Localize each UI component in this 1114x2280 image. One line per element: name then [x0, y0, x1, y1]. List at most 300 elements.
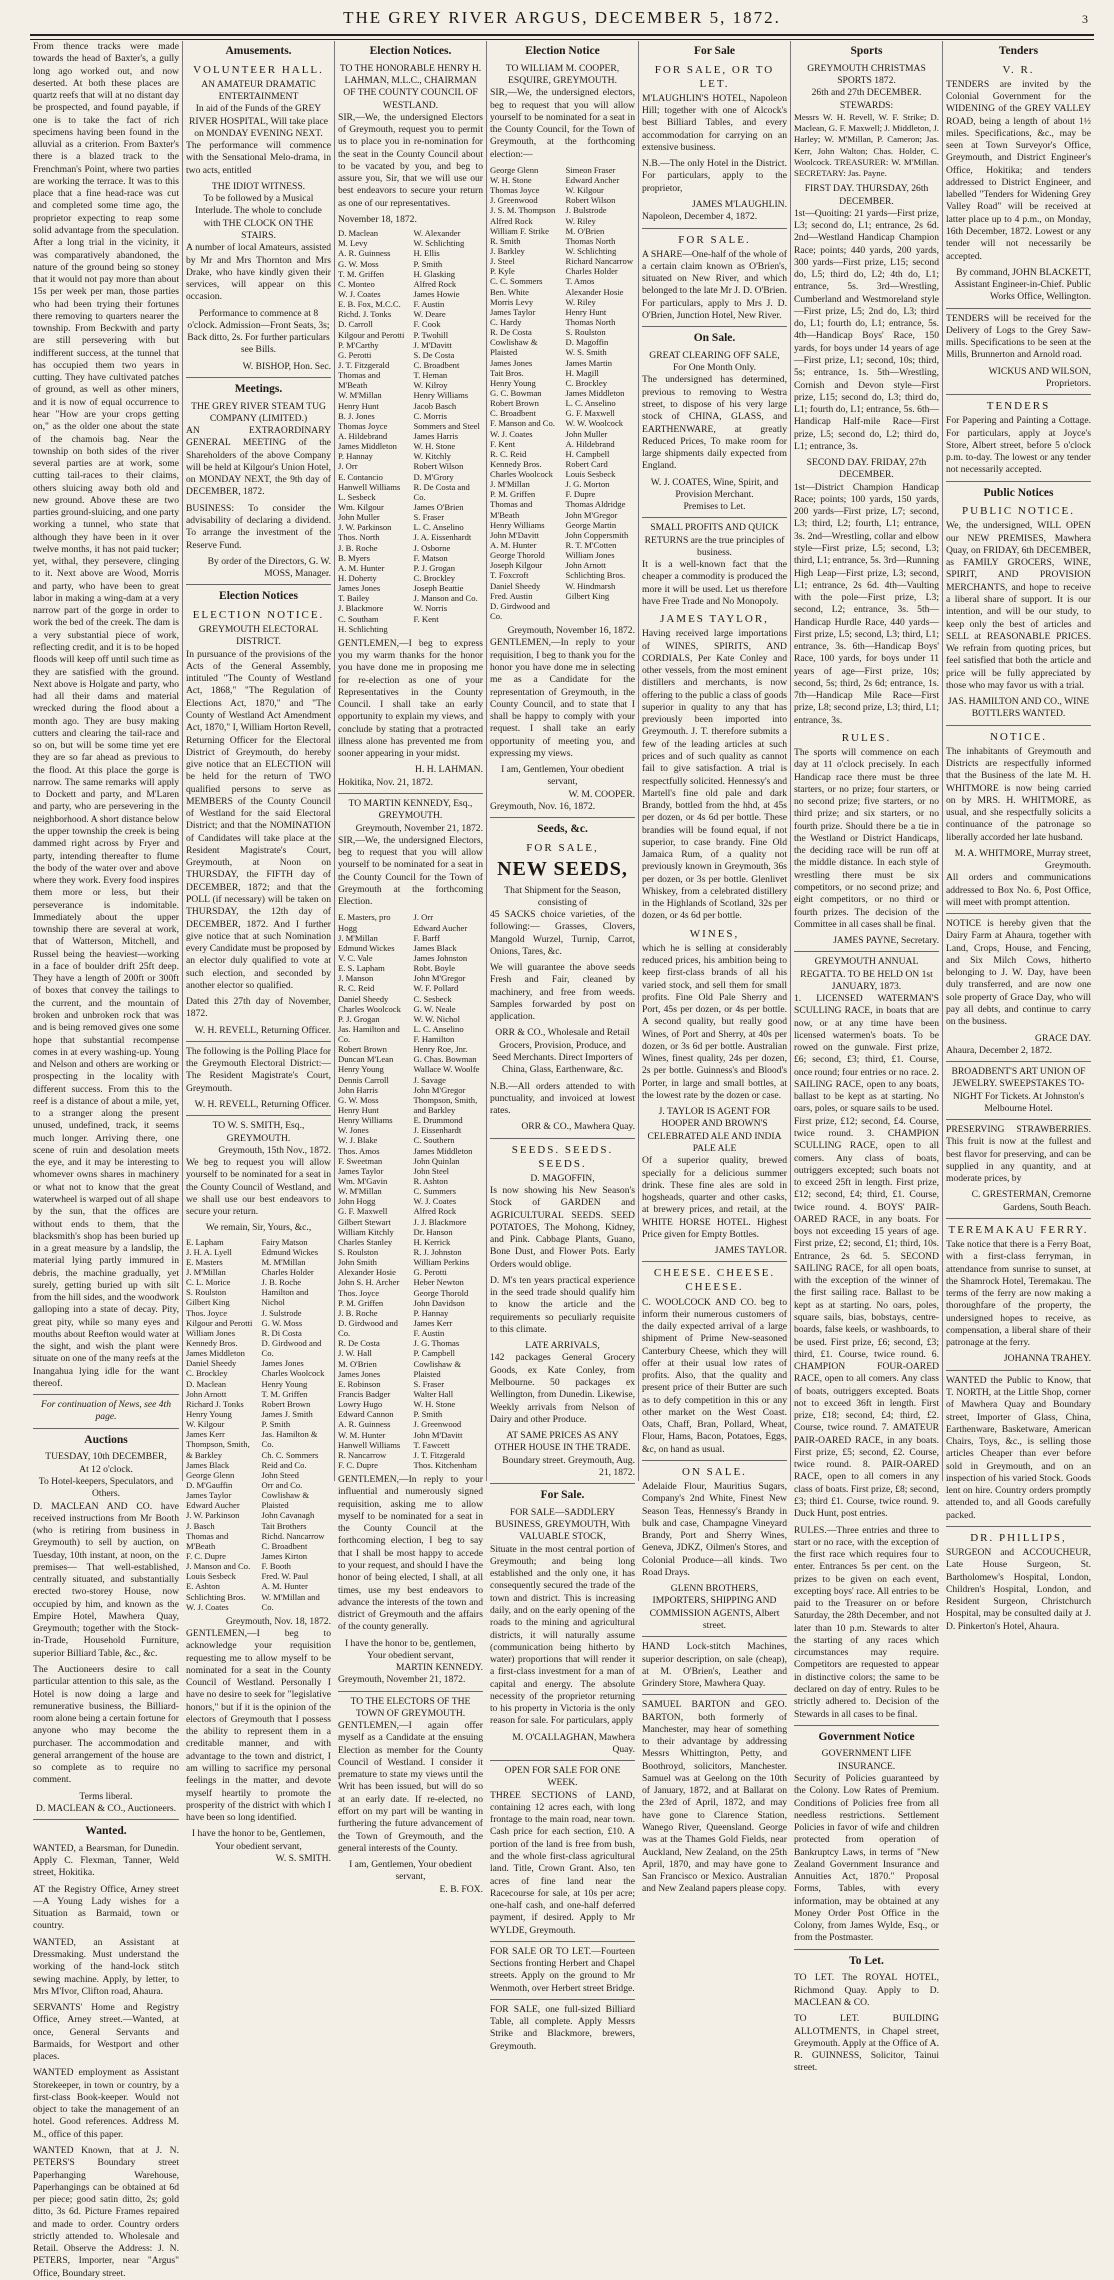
whitmore-note: All orders and communications addressed to Box No. 6, Post Office, will meet with prompt attention. — [946, 872, 1091, 908]
signatory-name: C. C. Sommers — [490, 276, 543, 287]
signatory-name: James Taylor — [186, 1490, 232, 1501]
divider — [946, 1526, 1091, 1527]
signatory-name: Henry Williams — [338, 1115, 393, 1126]
signatory-name: Robert Wilson — [413, 461, 464, 472]
signatory-list — [186, 1237, 331, 1612]
signatory-name: S. De Costa — [413, 349, 455, 360]
signatory-name: F. Barff — [413, 932, 440, 943]
wanted-ad: WANTED Known, that at J. N. PETERS'S Boundary street Paperhanging Warehouse, Paperhangings can be obtained at 6d per piece; good satin ditto, 2s; gold ditto, 3s 6d. Picture Frames repaired and made to order. Country orders strictly attended to. Wholesale and Retail. Observe the Address: J. N. PETERS, Importer, near "Argus" Office, Boundary street. — [33, 2145, 179, 2279]
election-heading: Election Notices — [219, 590, 298, 603]
signatory-name: W. J. Coates — [338, 289, 381, 300]
barton-notice: SAMUEL BARTON and GEO. BARTON, both formerly of Manchester, may hear of something to their advantage by addressing Messrs Whittington, Petty, and Boothroyd, solicitors, Manchester. Samuel was at Geelong on the 10th of January, 1872, and at Ballarat on the 23rd of April, 1872, and may have gone to Clarence Station, Wanego River, Queensland. George was at the Thames Gold Fields, near Auckland, New Zealand, on the 25th April, 1870, and may have gone to San Francisco or Mexico. Australian and New Zealand papers please copy. — [642, 1699, 787, 1895]
signatory-name: B. Myers — [338, 552, 370, 563]
column-2 — [182, 41, 334, 1864]
requisition-date: Greymouth, November 21, 1872. — [355, 822, 483, 834]
hotel-sale-sign: JAMES M'LAUGHLIN. — [691, 199, 787, 210]
divider — [642, 1261, 787, 1262]
signatory-name: Francis Badger — [338, 1388, 391, 1399]
requisition-body: SIR,—We, the undersigned electors, beg to request that you will allow yourself to be nominated for a seat in the County Council, for the Town of Greymouth, at the forthcoming election:— — [490, 87, 635, 160]
signatory-name: P. Smith — [413, 258, 443, 269]
signatory-name: A. M. Hunter — [338, 562, 385, 573]
signatory-name: Tait Brothers — [261, 1520, 307, 1531]
divider — [490, 1999, 635, 2000]
signatory-name: J. Blackmore — [338, 603, 384, 614]
signatory-name: J. T. Fitzgerald — [413, 1449, 465, 1460]
auction-body-2: The Auctioneers desire to call particular attention to this sale, as the Hotel is now doing a large and remunerative business, the Billiard-room alone being a certain fortune for anyone who may become the purchaser. The accommodation and general arrangement of the house are so complete as to require no comment. — [33, 1663, 179, 1786]
signatory-name: R. J. Johnston — [413, 1247, 462, 1258]
signatory-name: John Davidson — [413, 1297, 465, 1308]
signatory-name: R. Smith — [490, 235, 521, 246]
requisition-date: Greymouth, 15th Nov., 1872. — [218, 1144, 331, 1156]
meetings-heading: Meetings. — [234, 382, 283, 395]
signatory-name: R. De Costa — [338, 1338, 380, 1349]
signatory-name: W. M'Millan — [338, 1186, 382, 1197]
signatory-name: E. Robinson — [338, 1378, 381, 1389]
seeds-body: We will guarantee the above seeds Fresh and Fair, cleaned by machinery, and free from weeds. Samples forwarded by post on application. — [490, 962, 635, 1023]
divider — [186, 377, 331, 378]
strawberries-ad: PRESERVING STRAWBERRIES. This fruit is now at the fullest and best flavor for preserving, and can be supplied in any quantity, and at moderate prices, by — [946, 1124, 1091, 1185]
signatory-name: Fred. Austin — [490, 590, 533, 601]
cheese-title: CHEESE. CHEESE. CHEESE. — [653, 1267, 776, 1294]
wines-title: WINES, — [689, 927, 740, 940]
requisition-place: Greymouth, November 16, 1872. — [507, 625, 635, 637]
saddlery-sign: M. O'CALLAGHAN, Mawhera Quay. — [512, 1731, 635, 1755]
signatory-name: James Black — [413, 942, 457, 953]
column-7 — [942, 41, 1094, 1632]
signatory-name: R. De Costa — [490, 327, 532, 338]
sewing-machines-ad: HAND Lock-stitch Machines, superior description, on sale (cheap), at M. O'Brien's, Leather and Grindery Store, Mawhera Quay. — [642, 1641, 787, 1690]
signatory-name: P. M'Carthy — [338, 339, 379, 350]
signatory-name: G. W. Neale — [413, 1003, 456, 1014]
signatory-name: J. B. Roche — [338, 1307, 378, 1318]
signatory-name: F. Kent — [490, 438, 516, 449]
dairy-farm-notice: NOTICE is hereby given that the Dairy Farm at Ahaura, together with Land, Crops, House, and Fencing, and Six Milch Cows, hitherto belonging to J. W. Day, have been duly transferred, and are now one sole property of Grace Day, who will pay all debts, and continue to carry on the business. — [946, 918, 1091, 1028]
signatory-name: H. Glasking — [413, 268, 456, 279]
signatory-name: J. W. Hall — [338, 1348, 372, 1359]
signatory-name: Charles Woolcock — [338, 1003, 401, 1014]
auction-body: D. MACLEAN AND CO. have received instructions from Mr Booth (who is retiring from business in Greymouth) to sell by auction, on Tuesday, 10th instant, at noon, on the premises— That well-established, centrally situated, and substantially erected two-storey House, now occupied by him, and known as the Empire Hotel, Mawhera Quay, Greymouth; together with the Stock-in-Trade, Household Furniture, superior Billiard Table, &c., &c. — [33, 1500, 179, 1659]
signatory-name: J. G. Thomas — [413, 1338, 460, 1349]
life-insurance-body: Security of Policies guaranteed by the Colony. Low Rates of Premium. Conditions of Policies free from all needless restrictions. Settlement Policies in favor of wife and children protected from operation of Bankruptcy Laws, in terms of "New Zealand Government Insurance and Annuities Act, 1870." Proposal Forms, Tables, with every information, may be obtained at any Money Order Post Office in the Colony, from James Wylde, Esq., or from the Postmaster. — [794, 1773, 939, 1944]
signatory-name: Henry Young — [186, 1409, 232, 1420]
signatory-name: J. M'Millan — [186, 1267, 226, 1278]
divider — [490, 1760, 635, 1761]
signatory-name: J. B. Roche — [338, 542, 378, 553]
columns — [30, 41, 1094, 2279]
public-notices-heading: Public Notices — [983, 486, 1054, 499]
signatory-name: John Quinlan — [413, 1155, 460, 1166]
electoral-district: GREYMOUTH ELECTORAL DISTRICT. — [198, 624, 319, 648]
signatory-name: A. Hildebrand — [338, 430, 388, 441]
signatory-name: A. R. Guinness — [338, 1419, 391, 1430]
public-notice-body: We, the undersigned, WILL OPEN our NEW PREMISES, Mawhera Quay, on FRIDAY, 6th DECEMBER, as FAMILY GROCERS, WINE, SPIRIT, AND PROVISION MERCHANTS, and hope to receive a liberal share of support. It is our intention, and will be our study, to keep only the best of articles and SELL at REASONABLE PRICES. We refrain from quoting prices, but feel satisfied that both the article and price will be fully appreciated by those who may favor us with a trial. — [946, 520, 1091, 691]
sports-heading: Sports — [850, 45, 883, 57]
signatory-name: Thos. Joyce — [186, 1307, 228, 1318]
signatory-name: George Martin — [565, 519, 617, 530]
column-3 — [334, 41, 486, 1895]
seeds-subtitle: That Shipment for the Season, consisting of — [504, 884, 621, 908]
signatory-name: W. Riley — [565, 296, 596, 307]
signatory-name: John M'Gregor — [413, 973, 466, 984]
wanted-ad: SERVANTS' Home and Registry Office, Arney street.—Wanted, at once, General Servants and Barmaids, for Westport and other places. — [33, 2002, 179, 2063]
dairy-farm-date: Ahaura, December 2, 1872. — [946, 1044, 1053, 1056]
reply-sign: MARTIN KENNEDY. — [395, 1662, 483, 1674]
signatory-name: D. Maclean — [186, 1378, 227, 1389]
signatory-name: F. Dupre — [565, 489, 596, 500]
signatory-name: J. Sulstrode — [261, 1307, 302, 1318]
signatory-name: James Taylor — [490, 306, 536, 317]
signatory-name: R. De Costa and Co. — [413, 481, 470, 502]
news-article: From thence tracks were made towards the head of Baxter's, a gully long ago worked out, and now deserted. At both these places are quartz reefs that will at no distant day be prospected, and found payable, if one is to take the fact of rich specimens having been found in the alluvial as a criterion. From Baxter's there is a blazed track to the Frenchman's Point, where two parties are working the terrace. It was to this place that a fine head-race was cut and completed some time ago, the proprietor expecting to reap some solid advantage from the speculation. After a long trial in the vicinity, it was comparatively abandoned, the nature of the ground being so stoney that it would not pay more than about 15s per week per man, those parties who had been trying their fortunes there removing to quarters nearer the township. From Beckwith and party are still persevering with but indifferent success, at the tunnel that has occupied them two years in cutting. They have cultivated patches of ground, as well as other miners, and it is now of equal occurrence to hear "How are your crops getting on," as the older one about the state of the chamois bag. Near the township on both sides of the river several parties are at work, some cutting tail-races to their claims, others sluicing away both old and new ground. Above these are two parties ground-sluicing, and one party working a tunnel, who state that although they have been in it over twelve months, it has not paid tucker; yet, withal, they persevere, clinging to it. Next above are Wood, Morris and party, who have been to great labor in making a wing-dam at a very narrow part of the gorge in order to work the bed of the creek. The dam is a very substantial piece of work, reflecting credit, and it is to be hoped floods will keep off until such time as they are satisfied with the ground. Next above is Holgate and party, who had all their dams and material wrecked during the flood about a month ago. They are busy making cutters and clearing the tail-race and so on, but will be some time yet ere they are so far ahead as previous to the flood. At this place the gorge is narrow. The same remarks will apply to Dockett and party, and M'Laren and party, who are persevering in the neighborhood. A short distance below the upper township the creek is being dammed right across by Fryer and party, intending thereafter to flume the body of the water over and above where they work. Every food inspires them more or less, but their perseverance is indomitable. Immediately about the upper township there are several at work, that of Watterson, Mitchell, and Russel being the heaviest—working in a face of boulder drift 25ft deep. They have a length of 200ft or 300ft of boxes that convey the tailings to the current, and the mountain of broken and unbroken rock that was and is being removed gives one some hope that substantial recompense comes in at every washing-up. Young and Nelson and others are working or prospecting in the locality with different success. From this to the reef is a distance of about a mile, yet, to a stranger along the present unused, undefined, track, it seems much longer. Arriving there, one scene of ruin and desolation meets the eye, and it may be interesting to whomever owns shares in machinery or what not to know that the great waterwheel is warped out of all shape by the sun, that the offices are without ends to them, that the blacksmith's shop has been buried up in a great measure by a landslip, the material lying partly immured in debris, the machine gradually, yet surely, getting buried up with silt from the hill sides, and the woodwork galloping into a state of decay. Pity, great pity, while so many eyes and mouths about Reefton would water at the sight, and wish the plant were situate on one of the many reefs at the Inangahua lying idle for the want thereof. — [33, 41, 179, 1389]
play-title: THE IDIOT WITNESS. — [211, 180, 306, 192]
signatory-name: Lowry Hugo — [338, 1399, 383, 1410]
signatory-name: C. Broadbent — [490, 408, 536, 419]
logs-tender: TENDERS will be received for the Delivery of Logs to the Grey Saw-mills. Specifications to be seen at the Mills, Brunnerton and Arnold road. — [946, 312, 1091, 361]
signatory-name: Gilbert Stewart — [338, 1216, 391, 1227]
signatory-name: H. Campbell — [565, 448, 610, 459]
signatory-name: J. S. M. Thompson — [490, 205, 556, 216]
signatory-name: W. Riley — [565, 215, 596, 226]
signatory-name: E. Contancio — [338, 471, 383, 482]
signatory-name: Alexander Hosie — [565, 286, 624, 297]
signatory-name: J. Greenwood — [413, 1419, 462, 1430]
signatory-name: H. Doherty — [338, 572, 377, 583]
signatory-name: C. Broadbent — [261, 1540, 308, 1551]
signatory-name: Charles Holder — [565, 266, 618, 277]
signatory-name: F. Austin — [413, 1328, 445, 1339]
divider — [946, 1061, 1091, 1062]
auctioneers-sign: D. MACLEAN & CO., Auctioneers. — [35, 1802, 177, 1814]
divider — [642, 517, 787, 518]
signatory-name: James Kerr — [413, 1318, 453, 1328]
divider — [946, 1370, 1091, 1371]
signatory-name: J. Greenwood — [490, 195, 538, 206]
divider — [186, 1041, 331, 1042]
signatory-name: S. Fraser — [413, 512, 445, 523]
signatory-name: W. W. Nichol — [413, 1013, 460, 1024]
signatory-name: Robert Brown — [338, 1044, 387, 1055]
reply-place: Hokitika, Nov. 21, 1872. — [338, 776, 434, 788]
signatory-name: W. Deare — [413, 309, 446, 320]
signatory-name: James Taylor — [338, 1165, 384, 1176]
signatory-list — [338, 912, 483, 1470]
signatory-name: Thompson, Smith, & Barkley — [186, 1439, 250, 1460]
signatory-name: M. Levy — [338, 238, 368, 249]
signatory-name: G. W. Moss — [338, 1094, 379, 1105]
signatory-name: W. Kilgour — [565, 185, 604, 196]
seeds-nb: N.B.—All orders attended to with punctuality, and invoiced at lowest rates. — [490, 1080, 635, 1117]
signatory-name: Dennis Carroll — [338, 1074, 389, 1085]
masthead-rule — [30, 34, 1094, 40]
auction-time: At 12 o'clock. — [79, 1463, 133, 1475]
signatory-name: W. J. Coates — [413, 1196, 457, 1207]
tug-meeting-body: AN EXTRAORDINARY GENERAL MEETING of the Shareholders of the above Company will be held at Kilgour's Union Hotel, on MONDAY NEXT, the 9th day of DECEMBER, 1872. — [186, 425, 331, 498]
entertainment-body: The performance will commence with the Sensational Melo-drama, in two acts, entitled — [186, 140, 331, 176]
seeds-heading: Seeds, &c. — [537, 823, 588, 836]
signatory-name: H. Magill — [565, 367, 599, 378]
saddlery-body: Situate in the most central portion of Greymouth; and being long established and the only one, it has consequently secured the trade of the town and district. This is increasing daily, and on the early opening of the roads to the mining and agricultural districts, it will naturally assume (communication being hitherto by water) proportions that will render it a first-class investment for a man of capital and energy. The absolute necessity of the proprietor returning to his property in Victoria is the only reason for sale. For particulars, apply — [490, 1543, 635, 1727]
divider — [490, 817, 635, 818]
signatory-name: Edmund Wickes — [338, 942, 395, 953]
signatory-name: Thos. Amos — [338, 1145, 380, 1156]
reply-body: GENTLEMEN,—In reply to your influential and numerously signed requisition, asking me to allow myself to be nominated for a seat in the County Council at the forthcoming election, I beg to say that I shall be most happy to accede to your request, and should I have the honor of being elected, I shall, at all times, use my best endeavors to advance the interests of the town and district of Greymouth and the affairs of the county generally. — [338, 1474, 483, 1633]
signatory-name: Henry Hunt — [338, 400, 379, 411]
signatory-name: T. M. Griffen — [261, 1388, 308, 1399]
signatory-name: W. Norris — [413, 603, 448, 614]
signatory-name: Cowlishaw & Plaisted — [261, 1490, 310, 1511]
page-number: 3 — [1082, 12, 1088, 26]
divider — [946, 394, 1091, 395]
signatory-name: James Middleton — [186, 1348, 245, 1359]
signatory-name: Schlichting Bros. — [565, 570, 626, 581]
signatory-name: Robt. Boyle — [413, 963, 456, 974]
cheese-body: C. WOOLCOCK AND CO. beg to inform their numerous customers of the daily expected arrival of a large shipment of Prime New-seasoned Canterbury Cheese, which they will offer at their usual low rates of profits. Also, that the quality and present price of their Butter are such as to defy competition in this or any other market on the West Coast. Oats, Chaff, Bran, Pollard, Wheat, Flour, Hams, Bacon, Potatoes, Eggs, &c, on hand as usual. — [642, 1296, 787, 1455]
signatory-name: George Glenn — [186, 1469, 235, 1480]
regatta-title: GREYMOUTH ANNUAL REGATTA. TO BE HELD ON 1st JANUARY, 1873. — [800, 956, 933, 992]
signatory-name: Henry Young — [490, 377, 536, 388]
signatory-name: W. J. Coates — [186, 1601, 229, 1612]
signatory-name: Walter Hall — [413, 1388, 454, 1399]
reply-body: GENTLEMEN,—I beg to acknowledge your requisition requesting me to allow myself to be nominated for a seat in the County Council of Westland. Personally I have no desire to seek for "legislative honors," but if it is the opinion of the electors of Greymouth that I possess the ability to represent them in a creditable manner, and with advantage to the town and district, I am willing to sacrifice my personal feelings in the matter, and devote myself heartily to promote the prosperity of the district with which I have been so long identified. — [186, 1628, 331, 1824]
painting-tender-body: For Papering and Painting a Cottage. For particulars, apply at Joyce's Store, Albert street, before 5 o'clock p.m. to-day. The lowest or any tender not necessarily accepted. — [946, 415, 1091, 476]
on-sale-heading: On Sale. — [693, 332, 736, 345]
requisition-body: We beg to request you will allow yourself to be nominated for a seat in the County Council of Westland, and we shall use our best endeavors to secure your return. — [186, 1157, 331, 1218]
signatory-name: Thomas North — [565, 235, 616, 246]
signatory-name: William Jones — [186, 1327, 236, 1338]
column-5 — [638, 41, 790, 1895]
signatory-name: P. Campbell — [413, 1348, 456, 1359]
signatory-name: J. Steel — [490, 256, 515, 267]
signatory-name: F. Austin — [413, 299, 445, 310]
arrivals-title: LATE ARRIVALS, — [525, 1340, 600, 1352]
signatory-name: Richd. Nancarrow — [261, 1530, 325, 1541]
signatory-list — [338, 228, 483, 634]
christmas-sports-title: GREYMOUTH CHRISTMAS SPORTS 1872. — [807, 62, 926, 86]
on-sale-body: Adelaide Flour, Mauritius Sugars, Company's 2nd White, Finest New Season Teas, Hennessy's Brandy in bulk and case, Champagne Vineyard Brandy, Port and Sherry Wines, Geneva, JDKZ, Oilmen's Stores, and Colonial Produce—all kinds. Two Road Drays. — [642, 1481, 787, 1578]
signatory-name: L. C. Anselino — [413, 522, 464, 533]
signatory-name: C. Sesbeck — [413, 993, 452, 1004]
election-notice-body: In pursuance of the provisions of the Acts of the General Assembly, intituled "The County of Westland Act, 1868," "The Regulation of Elections Act, 1870," and "The County of Westland Act Amendment Act, 1870," I, William Horton Revell, Returning Officer for the Electoral District of Greymouth, do hereby give notice that an ELECTION will be held for the return of TWO qualified persons to serve as MEMBERS of the County Council of Westland for the said Electoral District; and that the NOMINATION of Candidates will take place at the Resident Magistrate's Court, Greymouth, at Noon on THURSDAY, the FIFTH day of DECEMBER, 1872; and that the POLL (if necessary) will be taken on THURSDAY, the 12th day of DECEMBER, 1872. And I further give notice that at such Nomination every Candidate must be proposed by an elector duly qualified to vote at such election, and seconded by another elector so qualified. — [186, 648, 331, 991]
signatory-name: James Kerr — [186, 1429, 225, 1440]
signatory-name: Kennedy Bros. — [186, 1338, 238, 1349]
rules-body: The sports will commence on each day at 11 o'clock precisely. In each Handicap race there must be three starters, or no prize; four starters, or no second prize; five starters, or no third prize; and six starters, or no fourth prize. Should there be a tie in the Westland or District Handicaps, the deciding race will be run off at the middle distance. In each style of wrestling there must be six competitors, or no second prize; and eight competitors, or no third or fourth prizes. The decision of the Committee in all cases shall be final. — [794, 747, 939, 930]
signatory-name: Thomas and M'Beath — [186, 1530, 229, 1551]
signatory-name: Duncan M'Lean — [338, 1054, 394, 1065]
divider — [642, 326, 787, 327]
signatory-name: D. M'Gauffin — [186, 1480, 233, 1490]
small-profits-title: SMALL PROFITS AND QUICK RETURNS are the true principles of business. — [644, 522, 785, 558]
signatory-name: William Kitchly — [338, 1226, 394, 1237]
signatory-name: James Jones — [338, 1368, 381, 1379]
signatory-name: T. Amos — [565, 276, 595, 287]
rules-sign: JAMES PAYNE, Secretary. — [833, 935, 939, 947]
signatory-name: Thomas Joyce — [490, 185, 540, 196]
to-let-allotments: TO LET. BUILDING ALLOTMENTS, in Chapel street, Greymouth. Apply at the Office of A. R. GUINNESS, Solicitor, Tainui street. — [794, 2013, 939, 2074]
signatory-name: Hamilton and Nichol — [261, 1287, 309, 1308]
signatory-name: John Smith — [338, 1257, 377, 1268]
signatory-name: Charles Stanley — [338, 1236, 393, 1247]
seeds-merchant: ORR & CO., Wholesale and Retail Grocers, Provision, Produce, and Seed Merchants. Direct Importers of China, Glass, Earthenware, &c. — [492, 1027, 633, 1076]
divider — [33, 1394, 179, 1395]
reply-close: I have the honor to be, Gentlemen, Your obedient servant, — [191, 1828, 326, 1852]
art-union-ad: BROADBENT'S ART UNION OF JEWELRY. SWEEPSTAKES TO-NIGHT For Tickets. At Johnston's Melbourne Hotel. — [951, 1066, 1086, 1114]
divider — [794, 1949, 939, 1950]
signatory-name: Robert Brown — [261, 1398, 311, 1409]
divider — [338, 793, 483, 794]
painting-tender-title: TENDERS — [986, 400, 1051, 413]
signatory-name: A. Hildebrand — [565, 438, 615, 449]
entertainment-aid: In aid of the Funds of the GREY RIVER HOSPITAL, Will take place on MONDAY EVENING NEXT. — [188, 103, 329, 139]
billiard-table-sale: FOR SALE, one full-sized Billiard Table, all complete. Apply Messrs Strike and Blackmore, brewers, Greymouth. — [490, 2003, 635, 2052]
small-profits-body: It is a well-known fact that the cheaper a commodity is produced the more it will be used. Let us therefore have Free Trade and No Monopoly. — [642, 559, 787, 607]
ferry-body: Take notice that there is a Ferry Boat, with a first-class ferryman, in attendance from sunrise to sunset, at the Shamrock Hotel, Teremakau. The terms of the ferry are now making a thoroughfare of the property, the undersigned hopes to receive, as compensation, a liberal share of their patronage at the ferry. — [946, 1239, 1091, 1349]
signatory-name: George Thorold — [490, 550, 545, 561]
road-tender-sign: By command, JOHN BLACKETT, Assistant Engineer-in-Chief. Public Works Office, Wellington. — [954, 266, 1091, 303]
signatory-name: John Arnott — [186, 1388, 227, 1399]
signatory-name: Gilbert King — [186, 1297, 230, 1308]
signatory-name: Cowlishaw & Plaisted — [413, 1358, 462, 1379]
signatory-name: J. Manson and Co. — [413, 593, 478, 604]
signatory-name: A. R. Guinness — [338, 248, 391, 259]
divider — [642, 228, 787, 229]
second-day-events: 1st—District Champion Handicap Race; points; 100 yards, 150 yards, 200 yards—First prize, L7; second, L3; third, L2; fourth, L1; entrance, 3s. 2nd—Wrestling, collar and elbow style—First prize, L5; second, L3; third, L1; entrance, 5s. 3rd—Running High Leap—First prize, L3; second, L1; entrance, 2s 6d. 4th—Vaulting with the pole—First prize, L3; second, L2; entrance, 3s. 5th—Handicap Hurdle Race, 440 yards—First prize, L5; second, L3; third, L1; entrance, 3s. 6th—Handicap Boys' Race, 100 yards, for boys under 11 years of age—First prize, 10s; second, 5s; third, 2s 6d; entrance, 1s. 7th—Handicap Mile Race—First prize, L8; second prize, L3; third, L1; entrance, 3s. — [794, 481, 939, 726]
signatory-name: H. Ellis — [413, 248, 440, 259]
signatory-name: R. Nancarrow — [338, 1449, 387, 1460]
for-sale-heading: For Sale — [694, 45, 735, 57]
signatory-name: Joseph Kilgour — [490, 560, 543, 571]
to-let-heading: To Let. — [849, 1954, 884, 1967]
signatory-name: P. Smith — [261, 1419, 291, 1430]
signatory-name: Louis Sesbeck — [565, 469, 616, 480]
signatory-name: E. B. Fox, M.C.C. — [338, 299, 401, 310]
public-notice-sign: JAS. HAMILTON AND CO., WINE BOTTLERS WANTED. — [947, 696, 1090, 720]
rules-heading: RULES. — [841, 731, 892, 744]
arrivals-body: 142 packages General Grocery Goods, ex Kate Conley, from Melbourne. 50 packages ex Wellington, from Dunedin. Likewise, Weekly arrivals from Nelson of Dairy and other Produce. — [490, 1352, 635, 1425]
royal-cipher: V. R. — [1002, 63, 1035, 76]
wanted-heading: Wanted. — [85, 1825, 127, 1838]
tug-company-title: THE GREY RIVER STEAM TUG COMPANY (LIMITED.) — [191, 400, 326, 424]
wanted-ad: AT the Registry Office, Arney street—A Young Lady wishes for a Situation as Barmaid, town or country. — [33, 1883, 179, 1932]
signatory-name: James Howie — [413, 289, 460, 300]
divider — [490, 1483, 635, 1484]
election-notice-title: ELECTION NOTICE. — [192, 609, 325, 622]
signatory-name: C. Brockley — [565, 377, 608, 388]
signatory-name: J. M'Millan — [338, 932, 378, 943]
signatory-name: Simeon Fraser — [565, 164, 616, 175]
seeds2-body: Is now showing his New Season's Stock of GARDEN and AGRICULTURAL SEEDS. SEED POTATOES, The Mohong, Kidney, and Pink. Cabbage Plants, Guano, Bone Dust, and Flower Pots. Early Orders would oblige. — [490, 1185, 635, 1270]
land-sale-body: THREE SECTIONS of LAND, containing 12 acres each, with long frontage to the main road, near town. Cash price for each section, £10. A portion of the land is free from bush, and the whole first-class agricultural land. Title, Crown Grant. Also, ten acres of fine land near the Racecourse for sale, at 10s per acre; one-half cash, and one-half deferred payment, if desired. Apply to Mr WYLDE, Greymouth. — [490, 1789, 635, 1936]
signatory-name: E. Masters — [186, 1256, 223, 1267]
signatory-name: W. F. Pollard — [413, 983, 459, 994]
secretary-sign: W. BISHOP, Hon. Sec. — [242, 360, 331, 372]
signatory-name: Henry Hunt — [565, 306, 607, 317]
signatory-name: Daniel Sheedy — [338, 993, 389, 1004]
signatory-name: W. Kitchly — [413, 451, 451, 462]
signatory-name: D. Girdwood and Co. — [490, 600, 550, 622]
signatory-name: C. Hardy — [490, 316, 522, 327]
signatory-name: J. Osborne — [413, 542, 451, 553]
reply-close: I am, Gentlemen, Your obedient servant, — [501, 764, 624, 788]
signatory-name: Henry Williams — [413, 390, 469, 401]
signatory-name: Richard Nancarrow — [565, 256, 634, 267]
signatory-name: Daniel Sheedy — [186, 1358, 237, 1369]
signatory-name: John M'Gregor — [413, 1084, 466, 1095]
signatory-name: G. W. Moss — [261, 1317, 303, 1328]
signatory-name: George Glenn — [490, 164, 539, 175]
signatory-name: C. Broadbent — [413, 360, 460, 370]
signatory-name: John Arnott — [565, 560, 606, 571]
signatory-name: Fairy Matson — [261, 1236, 308, 1247]
signatory-name: Reid and Co. — [261, 1459, 307, 1470]
logs-tender-sign: WICKUS AND WILSON, Proprietors. — [988, 365, 1091, 389]
notice-title: NOTICE. — [989, 730, 1048, 743]
signatory-name: Charles Holder — [261, 1267, 314, 1278]
signatory-name: Edward Ancher — [565, 174, 620, 185]
signatory-name: John Coppersmith — [565, 529, 629, 540]
signatory-name: P. Kyle — [490, 266, 515, 277]
signatory-name: Cowlishaw & Plaisted — [490, 337, 538, 358]
signatory-name: Thomas and M'Beath — [490, 499, 533, 520]
signatory-name: P. J. Grogan — [338, 1013, 380, 1024]
signatory-name: John Muller — [565, 428, 608, 439]
signatory-name: E. Masters, pro Hogg — [338, 912, 391, 933]
signatory-name: Orr and Co. — [261, 1480, 303, 1490]
signatory-name: J. B. Roche — [261, 1277, 302, 1288]
signatory-name: John Harris — [338, 1084, 378, 1095]
hotel-sale-body: M'LAUGHLIN'S HOTEL, Napoleon Hill; together with one of Alcock's best Billiard Tables, and every accommodation for carrying on an extensive business. — [642, 92, 787, 153]
signatory-name: H. Kerrick — [413, 1236, 451, 1247]
signatory-name: Wm. M'Gavin — [338, 1176, 388, 1187]
signatory-name: W. Kilroy — [413, 380, 448, 391]
signatory-name: W. Kilgour — [186, 1419, 225, 1430]
wanted-ad: WANTED, an Assistant at Dressmaking. Must understand the working of the hand-lock stitch sewing machine. Apply, by letter, to Mrs M'Ivor, Clifton road, Ahaura. — [33, 1936, 179, 1997]
signatory-name: S. Roulston — [186, 1287, 227, 1298]
signatory-name: C. Brockley — [186, 1368, 228, 1379]
divider — [946, 725, 1091, 726]
signatory-name: F. Hamilton — [413, 1034, 455, 1045]
signatory-name: Robert Card — [565, 458, 608, 469]
on-sale-sign: GLENN BROTHERS, IMPORTERS, SHIPPING AND COMMISSION AGENTS, Albert street. — [649, 1583, 780, 1632]
signatory-name: P. Hannay — [413, 1307, 449, 1318]
auction-audience: To Hotel-keepers, Speculators, and Others. — [38, 1476, 174, 1500]
reply-date: Greymouth, Nov. 16, 1872. — [490, 800, 596, 812]
signatory-name: G. F. Maxwell — [338, 1206, 388, 1217]
reply-sign: H. H. LAHMAN. — [415, 764, 483, 776]
signatory-name: S. Roulston — [338, 1247, 379, 1258]
signatory-name: Edward Aucher — [186, 1500, 240, 1511]
signatory-name: C. Monteo — [338, 278, 375, 289]
signatory-name: Sommers and Steel — [413, 420, 480, 431]
signatory-name: J. Savage — [413, 1074, 446, 1085]
signatory-name: James Black — [186, 1459, 230, 1470]
signatory-name: Thos. Joyce — [338, 1287, 380, 1298]
signatory-name: Jas. Hamilton & Co. — [261, 1429, 318, 1450]
seeds2-title: SEEDS. SEEDS. SEEDS. — [511, 1143, 614, 1170]
signatory-name: T. M. Griffen — [338, 268, 384, 279]
divider — [338, 1691, 483, 1692]
signatory-name: Wm. Kilgour — [338, 501, 384, 512]
for-sale-heading: For Sale. — [540, 1489, 585, 1502]
signatory-name: M. O'Brien — [565, 225, 605, 236]
signatory-name: Gilbert King — [565, 590, 610, 601]
divider — [794, 1725, 939, 1726]
signatory-name: T. Bailey — [338, 593, 370, 604]
signatory-name: John M'Davitt — [413, 1429, 463, 1440]
signatory-name: J. Manson — [338, 973, 374, 984]
divider — [490, 1138, 635, 1139]
election-heading: Election Notice — [525, 45, 600, 57]
signatory-name: John M'Davitt — [490, 529, 540, 540]
